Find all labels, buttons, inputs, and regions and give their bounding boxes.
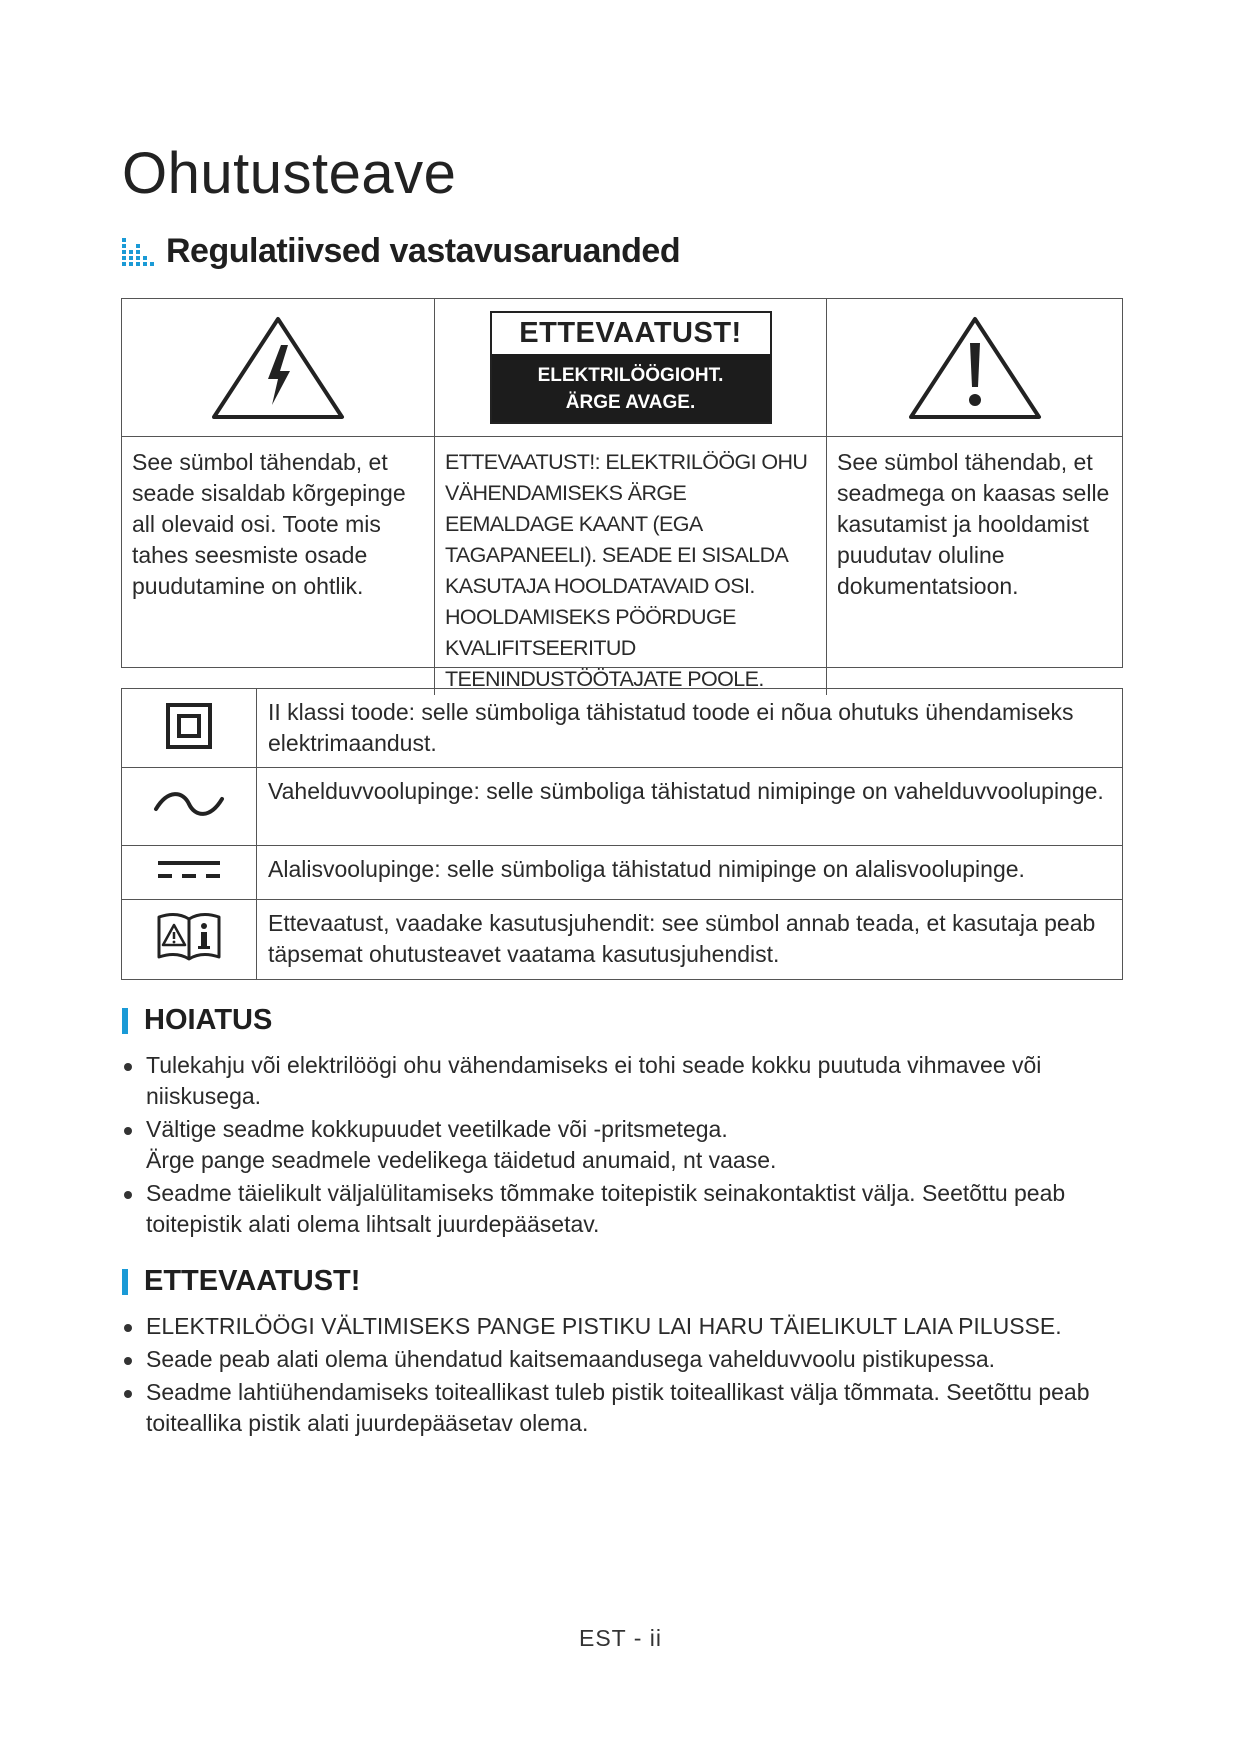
manual-warning-icon: [155, 911, 223, 963]
dc-symbol-icon: [158, 859, 220, 881]
list-item: Seadme täielikult väljalülitamiseks tõmmake toitepistik seinakontaktist välja. Seetõttu peab toitepistik alati olema lihtsalt juurdepääsetav.: [122, 1178, 1132, 1240]
symbol-description: Ettevaatust, vaadake kasutusjuhendit: see sümbol annab teada, et kasutaja peab täpsemat ohutusteavet vaatama kasutusjuhendist.: [257, 900, 1123, 980]
warning-table: [121, 298, 1123, 691]
lightning-warning-icon: [208, 313, 348, 423]
warning-text-left-cell: [122, 437, 435, 695]
symbol-table: [121, 688, 1123, 980]
symbol-row: [122, 768, 1123, 846]
ettevaatust-title: ETTEVAATUST!: [144, 1265, 361, 1297]
symbol-description: Vahelduvvoolupinge: selle sümboliga tähistatud nimipinge on vahelduvvoolupinge.: [257, 768, 1123, 846]
section-heading: [122, 232, 680, 271]
list-item: Tulekahju või elektrilöögi ohu vähendamiseks ei tohi seade kokku puutuda vihmavee või niiskusega.: [122, 1050, 1132, 1112]
warning-text-right-cell: [827, 437, 1122, 695]
caution-label-title: ETTEVAATUST!: [519, 317, 742, 349]
warning-cell-label: [435, 299, 827, 437]
list-item: ELEKTRILÖÖGI VÄLTIMISEKS PANGE PISTIKU LAI HARU TÄIELIKULT LAIA PILUSSE.: [122, 1311, 1132, 1342]
warning-cell-exclamation: [827, 299, 1122, 437]
double-square-icon: [165, 702, 213, 750]
symbol-description: Alalisvoolupinge: selle sümboliga tähistatud nimipinge on alalisvoolupinge.: [257, 846, 1123, 900]
caution-label-line2: ÄRGE AVAGE.: [565, 392, 696, 413]
list-item-line: Vältige seadme kokkupuudet veetilkade või -pritsmetega.: [146, 1116, 728, 1142]
section-title: Regulatiivsed vastavusaruanded: [166, 232, 681, 270]
symbol-icon-cell: [122, 846, 257, 900]
ac-wave-icon: [153, 789, 225, 819]
caution-label-line1: ELEKTRILÖÖGIOHT.: [537, 365, 724, 386]
list-item: Seadme lahtiühendamiseks toiteallikast tuleb pistik toiteallikast välja tõmmata. Seetõttu peab toiteallika pistik alati juurdepääsetav olema.: [122, 1377, 1132, 1439]
exclamation-warning-icon: [905, 313, 1045, 423]
warning-text-left: See sümbol tähendab, et seade sisaldab kõrgepinge all olevaid osi. Toote mis tahes seesmiste osade puudutamine on ohtlik.: [132, 449, 406, 599]
warning-cell-lightning: [122, 299, 435, 437]
symbol-row: [122, 689, 1123, 768]
symbol-icon-cell: [122, 900, 257, 980]
symbol-icon-cell: [122, 768, 257, 846]
warning-text-middle: ETTEVAATUST!: ELEKTRILÖÖGI OHU VÄHENDAMISEKS ÄRGE EEMALDAGE KAANT (EGA TAGAPANEELI). SEADE EI SISALDA KASUTAJA HOOLDATAVAID OSI. HOOLDAMISEKS PÖÖRDUGE KVALIFITSEERITUD TEENINDUSTÖÖTAJATE POOLE.: [445, 450, 808, 691]
symbol-row: [122, 900, 1123, 980]
hoiatus-heading: [122, 1004, 272, 1037]
symbol-description: II klassi toode: selle sümboliga tähistatud toode ei nõua ohutuks ühendamiseks elektrimaandust.: [257, 689, 1123, 768]
caution-label-body: [492, 354, 770, 422]
list-item-line: Ärge pange seadmele vedelikega täidetud anumaid, nt vaase.: [146, 1147, 777, 1173]
equalizer-icon: [122, 238, 154, 266]
page-number: EST - ii: [579, 1625, 662, 1651]
caution-label: [490, 311, 772, 424]
symbol-row: [122, 846, 1123, 900]
ettevaatust-heading: [122, 1265, 360, 1298]
hoiatus-title: HOIATUS: [144, 1004, 273, 1036]
accent-bar: [122, 1008, 128, 1034]
warning-text-middle-cell: [435, 437, 827, 695]
list-item: Seade peab alati olema ühendatud kaitsemaandusega vahelduvvoolu pistikupessa.: [122, 1344, 1132, 1375]
page-title: Ohutusteave: [122, 141, 457, 206]
warning-text-right: See sümbol tähendab, et seadmega on kaasas selle kasutamist ja hooldamist puudutav oluline dokumentatsioon.: [837, 449, 1110, 599]
hoiatus-list: [122, 1050, 1132, 1242]
symbol-icon-cell: [122, 689, 257, 768]
list-item: [122, 1114, 1132, 1176]
accent-bar: [122, 1269, 128, 1295]
ettevaatust-list: [122, 1311, 1132, 1441]
